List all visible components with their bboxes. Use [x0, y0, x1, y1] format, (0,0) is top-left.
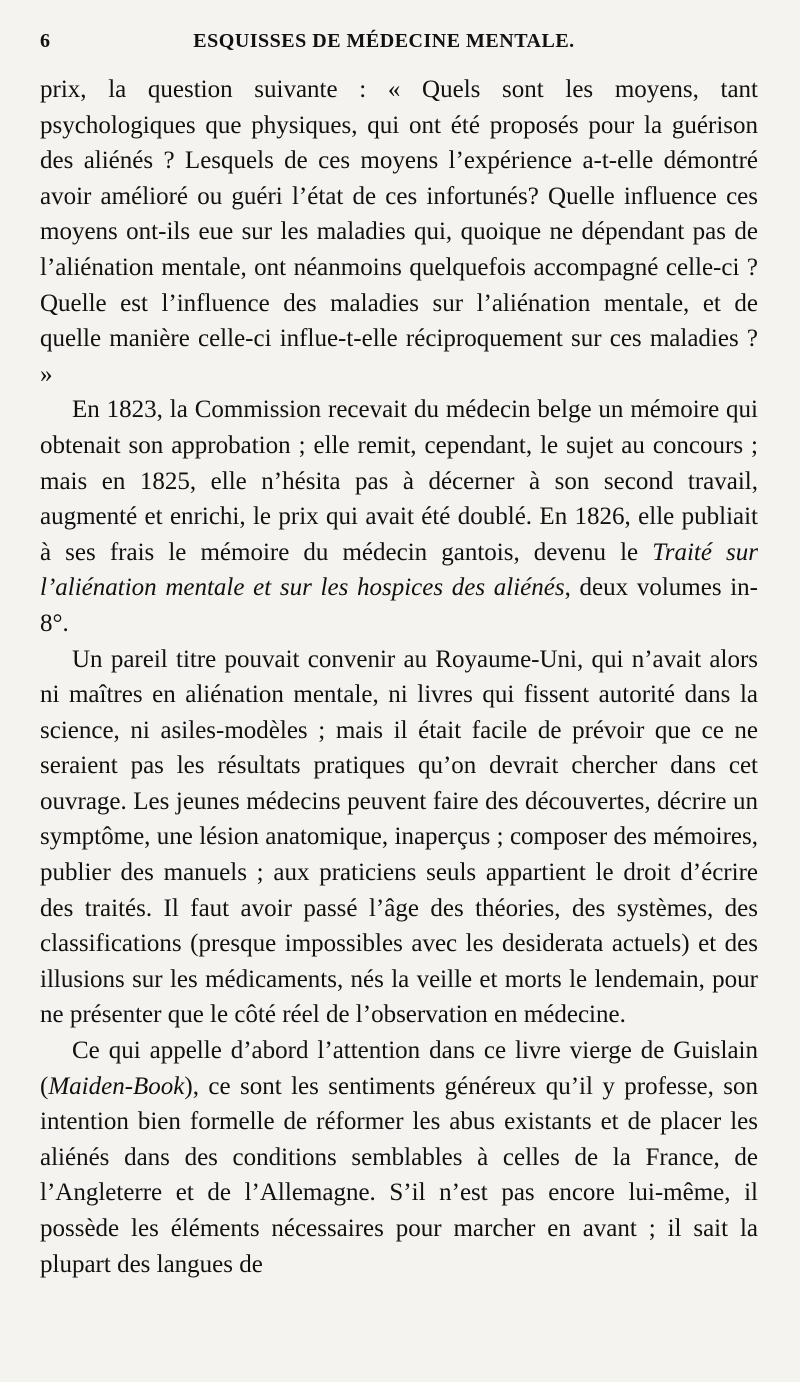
paragraph-2-text-after: , deux volumes in-8°.	[40, 574, 759, 637]
paragraph-3: Un pareil titre pouvait convenir au Royaume-Uni, qui n’avait alors ni maîtres en aliénation mentale, ni livres qui fissent autorité dans la science, ni asiles-modèles ; mais il était facile de prévoir que ce ne seraient pas les résultats pratiques qu’on devrait chercher dans cet ouvrage. Les jeunes médecins peuvent faire des découvertes, décrire un symptôme, une lésion anatomique, inaperçus ; composer des mémoires, publier des manuels ; aux praticiens seuls appartient le droit d’écrire des traités. Il faut avoir passé l’âge des théories, des systèmes, des classifications (presque impossibles avec les desiderata actuels) et des illusions sur les médicaments, nés la veille et morts le lendemain, pour ne présenter que le côté réel de l’observation en médecine.	[40, 645, 758, 1029]
paragraph-4-text-before: Ce qui appelle d’abord l’attention dans ce livre vierge de Guislain (	[40, 1037, 758, 1100]
maiden-book-italic: Maiden-Book	[48, 1072, 185, 1100]
book-title-italic: Traité sur l’aliénation mentale et sur les hospices des aliénés	[40, 538, 758, 602]
paragraph-2-text-before: En 1823, la Commission recevait du médecin belge un mémoire qui obtenait son approbation ; elle remit, cependant, le sujet au concours ; mais en 1825, elle n’hésita pas à décerner à son second travail, augmenté et enrichi, le prix qui avait été doublé. En 1826, elle publiait à ses frais le mémoire du médecin gantois, devenu le	[40, 396, 758, 566]
running-title: ESQUISSES DE MÉDECINE MENTALE.	[193, 30, 575, 52]
body-text	[40, 72, 758, 1282]
page-header	[40, 30, 758, 72]
paragraph-1: prix, la question suivante : « Quels sont les moyens, tant psychologiques que physiques, qui ont été proposés pour la guérison des aliénés ? Lesquels de ces moyens l’expérience a-t-elle démontré avoir amélioré ou guéri l’état de ces infortunés? Quelle influence ces moyens ont-ils eue sur les maladies qui, quoique ne dépendant pas de l’aliénation mentale, ont néanmoins quelquefois accompagné celle-ci ? Quelle est l’influence des maladies sur l’aliénation mentale, et de quelle manière celle-ci influe-t-elle réciproquement sur ces maladies ? »	[40, 76, 758, 388]
paragraph-4	[40, 1033, 758, 1282]
page-number: 6	[40, 30, 51, 52]
paragraph-2	[40, 392, 758, 641]
paragraph-4-text-after: ), ce sont les sentiments généreux qu’il y professe, son intention bien formelle de réformer les abus existants et de placer les aliénés dans des conditions semblables à celles de la France, de l’Angleterre et de l’Allemagne. S’il n’est pas encore lui-même, il possède les éléments nécessaires pour marcher en avant ; il sait la plupart des langues de	[40, 1072, 758, 1278]
